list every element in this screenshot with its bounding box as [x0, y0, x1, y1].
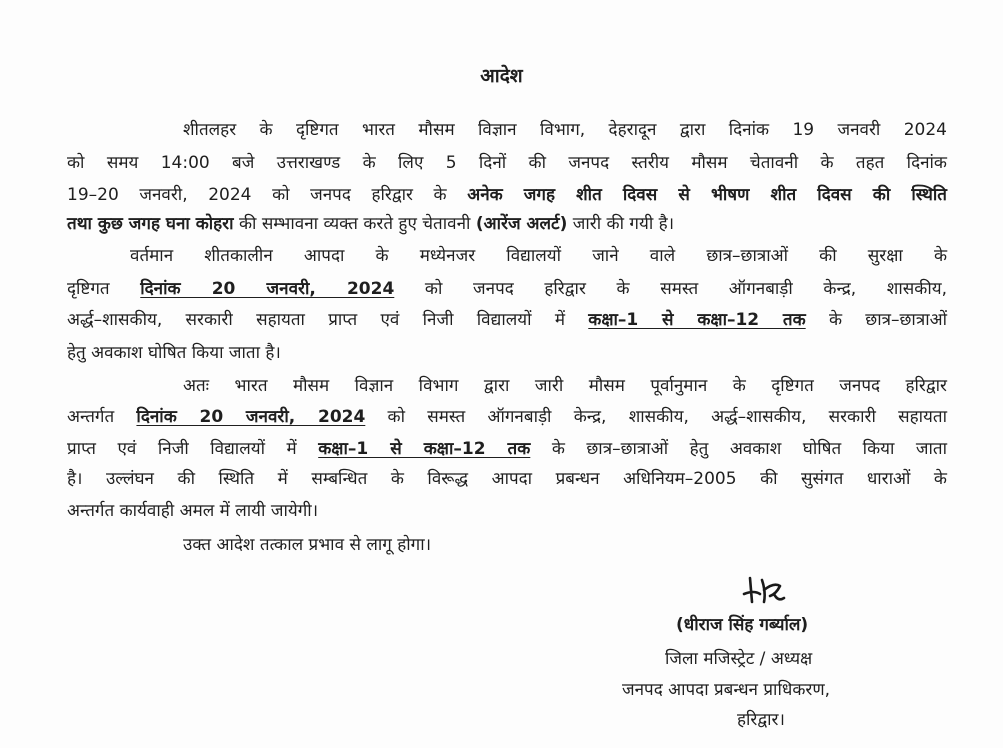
place-name: हरिद्वार। [737, 710, 785, 730]
authority-name: जनपद आपदा प्रबन्धन प्राधिकरण, [622, 680, 831, 700]
officer-designation: जिला मजिस्ट्रेट / अध्यक्ष [665, 649, 813, 669]
para1-line2: को समय 14:00 बजे उत्तराखण्ड के लिए 5 दिनों की जनपद स्तरीय मौसम चेतावनी के तहत दिनांक [67, 153, 947, 173]
handwritten-signature [740, 572, 788, 610]
officer-name: (धीराज सिंह गर्ब्याल) [676, 615, 809, 635]
holiday-date: दिनांक 20 जनवरी, 2024 [140, 279, 395, 299]
para1-line1: शीतलहर के दृष्टिगत भारत मौसम विज्ञान विभाग, देहरादून द्वारा दिनांक 19 जनवरी 2024 [183, 120, 947, 140]
para2-line1: वर्तमान शीतकालीन आपदा के मध्येनजर विद्यालयों जाने वाले छात्र–छात्राओं की सुरक्षा के [130, 246, 947, 266]
para2-line2: दृष्टिगत दिनांक 20 जनवरी, 2024 को जनपद हरिद्वार के समस्त ऑगनबाड़ी केन्द्र, शासकीय, [67, 279, 947, 299]
para3-line4: है। उल्लंघन की स्थिति में सम्बन्धित के विरूद्ध आपदा प्रबन्धन अधिनियम–2005 की सुसंगत धाराओं के [67, 469, 947, 489]
para3-line5: अन्तर्गत कार्यवाही अमल में लायी जायेगी। [67, 501, 319, 521]
para2-line3: अर्द्ध–शासकीय, सरकारी सहायता प्राप्त एवं निजी विद्यालयों में कक्षा–1 से कक्षा–12 तक के छात्र–छात्राओं [67, 310, 947, 330]
class-range: कक्षा–1 से कक्षा–12 तक [588, 310, 806, 330]
para3-line3: प्राप्त एवं निजी विद्यालयों में कक्षा–1 से कक्षा–12 तक के छात्र–छात्राओं हेतु अवकाश घोषित किया जाता [67, 439, 948, 459]
holiday-date-2: दिनांक 20 जनवरी, 2024 [136, 407, 366, 427]
para4-line1: उक्त आदेश तत्काल प्रभाव से लागू होगा। [183, 535, 432, 555]
orange-alert-text: (आरेंज अलर्ट) [475, 214, 568, 234]
para2-line4: हेतु अवकाश घोषित किया जाता है। [67, 343, 281, 363]
para3-line2: अन्तर्गत दिनांक 20 जनवरी, 2024 को समस्त ऑगनबाड़ी केन्द्र, शासकीय, अर्द्ध–शासकीय, सरकारी सहायता [67, 407, 947, 427]
para3-line1: अतः भारत मौसम विज्ञान विभाग द्वारा जारी मौसम पूर्वानुमान के दृष्टिगत जनपद हरिद्वार [183, 376, 947, 396]
para1-line4: तथा कुछ जगह घना कोहरा की सम्भावना व्यक्त करते हुए चेतावनी (आरेंज अलर्ट) जारी की गयी है। [67, 214, 675, 234]
bold-condition-text: अनेक जगह शीत दिवस से भीषण शीत दिवस की स्थिति [467, 185, 947, 205]
para1-line3: 19–20 जनवरी, 2024 को जनपद हरिद्वार के अनेक जगह शीत दिवस से भीषण शीत दिवस की स्थिति [67, 185, 947, 205]
bold-fog-text: तथा कुछ जगह घना कोहरा [67, 214, 234, 234]
class-range-2: कक्षा–1 से कक्षा–12 तक [318, 439, 531, 459]
order-title: आदेश [480, 65, 523, 87]
